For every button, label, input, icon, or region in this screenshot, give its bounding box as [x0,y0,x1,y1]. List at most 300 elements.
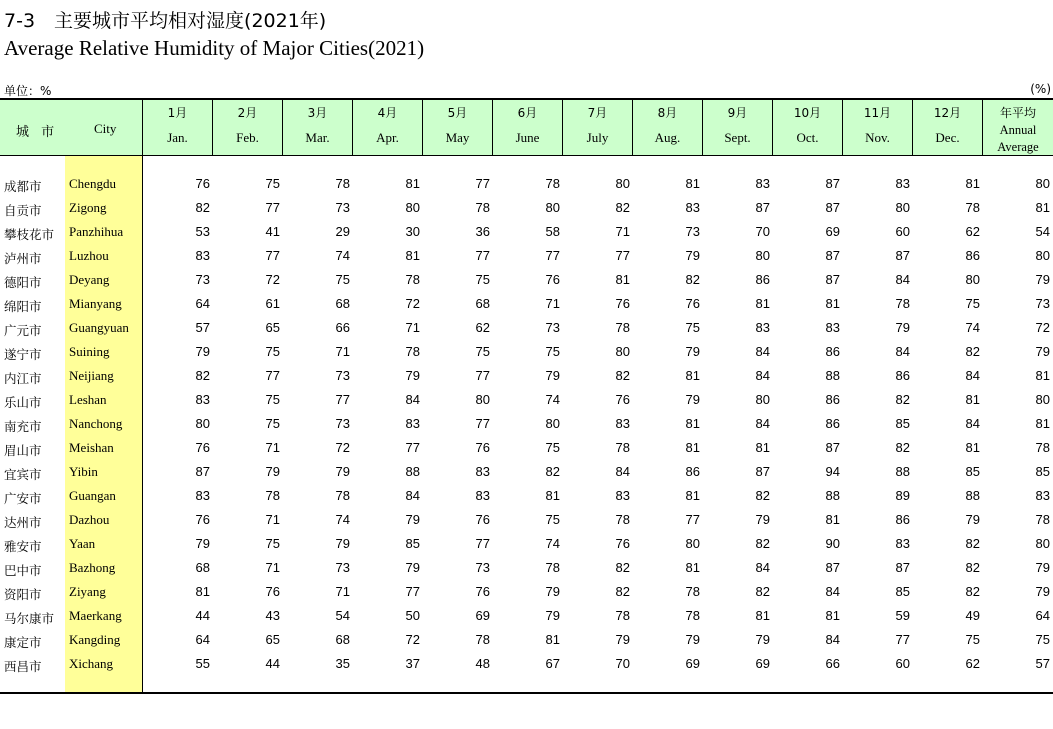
table-row [0,293,1053,317]
humidity-value: 83 [895,176,910,191]
table-row [0,413,1053,437]
humidity-value: 64 [195,296,210,311]
humidity-value: 74 [335,512,350,527]
humidity-value: 71 [265,560,280,575]
humidity-value: 84 [895,344,910,359]
humidity-value: 72 [265,272,280,287]
humidity-value: 76 [265,584,280,599]
humidity-value: 86 [965,248,980,263]
humidity-value: 81 [755,296,770,311]
month-header [702,100,772,155]
table-row [0,317,1053,341]
month-header-en: Aug. [654,130,681,145]
city-header-en: City [94,121,117,136]
humidity-value: 82 [895,392,910,407]
month-header-cn: 6月 [517,106,538,120]
humidity-value: 71 [615,224,630,239]
month-header-en: Mar. [305,130,330,145]
humidity-value: 54 [335,608,350,623]
humidity-value: 79 [195,344,210,359]
humidity-value: 87 [825,440,840,455]
annual-average-header [982,100,1053,155]
humidity-value: 75 [475,344,490,359]
page-title-en: Average Relative Humidity of Major Cities(2021) [4,36,425,60]
humidity-value: 77 [405,440,420,455]
humidity-value: 81 [965,392,980,407]
humidity-value: 80 [895,200,910,215]
humidity-value: 87 [825,560,840,575]
humidity-value: 44 [195,608,210,623]
annual-average-value: 79 [1035,584,1050,599]
annual-average-value: 81 [1035,200,1050,215]
table-body [0,173,1053,677]
city-name-en: Guangyuan [69,320,129,335]
humidity-value: 81 [545,632,560,647]
month-header-cn: 2月 [237,106,258,120]
humidity-value: 80 [755,248,770,263]
annual-average-header-en [983,122,1053,156]
humidity-value: 74 [965,320,980,335]
humidity-value: 79 [545,608,560,623]
month-header [562,100,632,155]
humidity-value: 61 [265,296,280,311]
humidity-value: 80 [195,416,210,431]
table-row [0,581,1053,605]
humidity-value: 81 [685,560,700,575]
city-name-cn: 攀枝花市 [4,227,55,242]
humidity-value: 85 [895,584,910,599]
humidity-value: 70 [755,224,770,239]
humidity-value: 77 [265,248,280,263]
month-header [422,100,492,155]
humidity-value: 30 [405,224,420,239]
humidity-value: 74 [335,248,350,263]
humidity-value: 84 [755,560,770,575]
month-header-en: Feb. [236,130,259,145]
humidity-value: 85 [895,416,910,431]
city-name-en: Kangding [69,632,121,647]
humidity-value: 81 [405,176,420,191]
humidity-value: 79 [405,560,420,575]
humidity-value: 81 [965,440,980,455]
humidity-value: 77 [475,416,490,431]
city-name-cn: 广元市 [4,323,42,338]
humidity-value: 86 [825,392,840,407]
humidity-value: 75 [475,272,490,287]
humidity-value: 57 [195,320,210,335]
table-bottom-rule [0,692,1053,694]
humidity-value: 82 [965,536,980,551]
humidity-value: 87 [895,560,910,575]
humidity-value: 83 [195,248,210,263]
city-name-cn: 绵阳市 [4,299,42,314]
humidity-value: 82 [545,464,560,479]
humidity-value: 81 [405,248,420,263]
month-header-en: July [586,130,609,145]
humidity-value: 81 [685,416,700,431]
humidity-value: 77 [615,248,630,263]
humidity-value: 81 [195,584,210,599]
humidity-value: 76 [475,512,490,527]
city-name-cn: 乐山市 [4,395,42,410]
humidity-value: 87 [825,272,840,287]
humidity-value: 71 [545,296,560,311]
humidity-value: 82 [755,584,770,599]
month-header-cn: 11月 [863,106,892,120]
month-header-en: June [515,130,540,145]
table-row [0,533,1053,557]
humidity-value: 79 [685,392,700,407]
month-header [212,100,282,155]
humidity-value: 53 [195,224,210,239]
city-name-cn: 马尔康市 [4,611,55,626]
table-row [0,245,1053,269]
humidity-value: 79 [965,512,980,527]
table-row [0,557,1053,581]
humidity-value: 82 [615,368,630,383]
humidity-value: 83 [615,488,630,503]
humidity-value: 87 [195,464,210,479]
humidity-value: 49 [965,608,980,623]
humidity-value: 76 [195,512,210,527]
city-name-cn: 成都市 [4,179,42,194]
humidity-value: 84 [755,344,770,359]
month-header-cn: 5月 [447,106,468,120]
humidity-value: 75 [265,176,280,191]
city-name-cn: 西昌市 [4,659,42,674]
humidity-value: 77 [895,632,910,647]
humidity-value: 72 [405,632,420,647]
humidity-value: 77 [405,584,420,599]
humidity-value: 79 [755,632,770,647]
humidity-value: 77 [475,368,490,383]
humidity-value: 79 [335,536,350,551]
humidity-value: 87 [895,248,910,263]
humidity-value: 35 [335,656,350,671]
humidity-value: 86 [895,512,910,527]
humidity-value: 77 [475,536,490,551]
table-row [0,389,1053,413]
humidity-value: 79 [405,512,420,527]
humidity-value: 81 [685,488,700,503]
month-header [842,100,912,155]
humidity-value: 82 [195,200,210,215]
city-name-en: Ziyang [69,584,106,599]
humidity-value: 75 [545,512,560,527]
humidity-value: 74 [545,392,560,407]
city-name-cn: 内江市 [4,371,42,386]
humidity-value: 86 [685,464,700,479]
month-header [492,100,562,155]
humidity-value: 78 [335,488,350,503]
humidity-value: 73 [335,416,350,431]
humidity-value: 78 [615,608,630,623]
humidity-value: 73 [195,272,210,287]
city-name-cn: 遂宁市 [4,347,42,362]
humidity-value: 72 [335,440,350,455]
humidity-value: 69 [825,224,840,239]
humidity-value: 79 [755,512,770,527]
humidity-value: 78 [615,320,630,335]
humidity-value: 81 [685,440,700,455]
annual-average-value: 83 [1035,488,1050,503]
city-name-en: Maerkang [69,608,122,623]
humidity-value: 82 [615,560,630,575]
humidity-value: 82 [615,200,630,215]
city-name-en: Zigong [69,200,107,215]
city-name-en: Guangan [69,488,116,503]
month-header-en: May [445,130,470,145]
humidity-value: 80 [475,392,490,407]
month-header [352,100,422,155]
month-header [282,100,352,155]
humidity-value: 75 [545,344,560,359]
table-row [0,629,1053,653]
humidity-value: 87 [755,464,770,479]
humidity-value: 79 [895,320,910,335]
humidity-value: 88 [895,464,910,479]
humidity-value: 78 [615,440,630,455]
city-name-cn: 康定市 [4,635,42,650]
month-header-cn: 1月 [167,106,188,120]
humidity-value: 75 [965,632,980,647]
humidity-value: 78 [475,632,490,647]
city-name-en: Neijiang [69,368,114,383]
humidity-value: 83 [755,176,770,191]
humidity-value: 71 [335,584,350,599]
month-header [632,100,702,155]
humidity-value: 71 [405,320,420,335]
humidity-value: 81 [685,176,700,191]
annual-average-header-cn: 年平均 [999,106,1036,120]
humidity-value: 79 [615,632,630,647]
humidity-value: 62 [965,224,980,239]
humidity-value: 88 [825,368,840,383]
humidity-value: 87 [825,176,840,191]
humidity-value: 77 [265,200,280,215]
annual-average-value: 78 [1035,440,1050,455]
humidity-value: 37 [405,656,420,671]
table-row [0,605,1053,629]
humidity-value: 73 [335,368,350,383]
annual-average-value: 85 [1035,464,1050,479]
humidity-value: 79 [685,248,700,263]
month-header-cn: 7月 [587,106,608,120]
humidity-value: 62 [475,320,490,335]
humidity-value: 81 [825,608,840,623]
humidity-value: 76 [195,176,210,191]
humidity-value: 83 [615,416,630,431]
humidity-value: 86 [825,344,840,359]
humidity-value: 84 [965,368,980,383]
humidity-value: 82 [685,272,700,287]
humidity-value: 44 [265,656,280,671]
humidity-value: 73 [475,560,490,575]
humidity-value: 80 [545,200,560,215]
humidity-value: 73 [335,560,350,575]
humidity-value: 73 [545,320,560,335]
humidity-value: 84 [405,392,420,407]
city-name-en: Mianyang [69,296,122,311]
annual-average-value: 79 [1035,344,1050,359]
city-name-en: Leshan [69,392,107,407]
humidity-value: 78 [685,584,700,599]
month-header-en: Oct. [796,130,819,145]
month-header-cn: 10月 [793,106,822,120]
table-row [0,197,1053,221]
humidity-value: 79 [685,344,700,359]
table-row [0,509,1053,533]
table-row [0,173,1053,197]
city-name-cn: 达州市 [4,515,42,530]
annual-average-value: 80 [1035,176,1050,191]
humidity-value: 77 [475,248,490,263]
humidity-value: 75 [265,536,280,551]
humidity-value: 41 [265,224,280,239]
table-row [0,461,1053,485]
humidity-value: 81 [615,272,630,287]
humidity-value: 64 [195,632,210,647]
annual-average-value: 80 [1035,536,1050,551]
humidity-value: 84 [405,488,420,503]
humidity-value: 68 [475,296,490,311]
humidity-value: 76 [195,440,210,455]
city-name-en: Yibin [69,464,98,479]
humidity-value: 69 [685,656,700,671]
month-header-en: Dec. [935,130,960,145]
humidity-value: 83 [825,320,840,335]
humidity-value: 55 [195,656,210,671]
humidity-value: 60 [895,656,910,671]
humidity-value: 68 [195,560,210,575]
humidity-value: 73 [685,224,700,239]
humidity-value: 82 [965,584,980,599]
humidity-value: 78 [335,176,350,191]
annual-average-value: 81 [1035,368,1050,383]
humidity-value: 83 [895,536,910,551]
city-name-en: Deyang [69,272,110,287]
humidity-value: 76 [615,296,630,311]
humidity-value: 86 [895,368,910,383]
humidity-value: 58 [545,224,560,239]
humidity-value: 87 [755,200,770,215]
humidity-value: 88 [405,464,420,479]
humidity-value: 62 [965,656,980,671]
humidity-value: 68 [335,296,350,311]
humidity-value: 78 [405,272,420,287]
humidity-value: 81 [685,368,700,383]
annual-average-value: 72 [1035,320,1050,335]
humidity-value: 82 [965,560,980,575]
annual-average-value: 80 [1035,392,1050,407]
humidity-value: 84 [825,584,840,599]
humidity-value: 80 [405,200,420,215]
annual-average-value: 78 [1035,512,1050,527]
humidity-value: 84 [825,632,840,647]
month-header-en: Jan. [167,130,188,145]
humidity-value: 80 [615,176,630,191]
annual-average-value: 79 [1035,272,1050,287]
humidity-value: 79 [545,368,560,383]
humidity-value: 76 [475,584,490,599]
humidity-value: 88 [965,488,980,503]
month-header-en: Nov. [865,130,890,145]
unit-label-right: (%) [1030,82,1051,96]
humidity-value: 59 [895,608,910,623]
humidity-value: 67 [545,656,560,671]
humidity-value: 68 [335,632,350,647]
city-name-en: Xichang [69,656,114,671]
humidity-value: 84 [895,272,910,287]
humidity-value: 83 [755,320,770,335]
table-row [0,341,1053,365]
city-name-en: Panzhihua [69,224,124,239]
humidity-value: 76 [545,272,560,287]
humidity-value: 85 [405,536,420,551]
humidity-value: 81 [965,176,980,191]
humidity-value: 86 [825,416,840,431]
humidity-value: 82 [195,368,210,383]
annual-average-value: 75 [1035,632,1050,647]
page-title-cn: 7-3 主要城市平均相对湿度(2021年) [4,10,327,32]
month-header [772,100,842,155]
month-header-en: Apr. [376,130,399,145]
humidity-value: 82 [615,584,630,599]
humidity-value: 94 [825,464,840,479]
humidity-value: 85 [965,464,980,479]
humidity-value: 75 [685,320,700,335]
humidity-value: 84 [615,464,630,479]
humidity-value: 48 [475,656,490,671]
humidity-value: 80 [965,272,980,287]
humidity-value: 75 [545,440,560,455]
city-name-en: Yaan [69,536,96,551]
humidity-value: 77 [475,176,490,191]
humidity-value: 36 [475,224,490,239]
humidity-value: 71 [265,512,280,527]
humidity-value: 75 [265,392,280,407]
month-header-cn: 9月 [727,106,748,120]
humidity-value: 74 [545,536,560,551]
humidity-value: 69 [755,656,770,671]
annual-average-value: 79 [1035,560,1050,575]
humidity-value: 79 [265,464,280,479]
month-header-cn: 3月 [307,106,328,120]
humidity-value: 77 [265,368,280,383]
city-name-en: Meishan [69,440,114,455]
humidity-value: 83 [195,392,210,407]
humidity-value: 77 [335,392,350,407]
humidity-value: 79 [405,368,420,383]
humidity-value: 76 [615,392,630,407]
humidity-value: 79 [195,536,210,551]
city-name-cn: 南充市 [4,419,42,434]
humidity-value: 83 [195,488,210,503]
annual-average-value: 64 [1035,608,1050,623]
humidity-value: 83 [475,488,490,503]
humidity-value: 60 [895,224,910,239]
humidity-value: 86 [755,272,770,287]
humidity-value: 84 [755,368,770,383]
city-name-en: Nanchong [69,416,123,431]
city-name-en: Suining [69,344,110,359]
city-name-cn: 广安市 [4,491,42,506]
humidity-value: 76 [475,440,490,455]
humidity-value: 81 [825,296,840,311]
humidity-value: 71 [335,344,350,359]
city-name-cn: 自贡市 [4,203,42,218]
city-name-en: Chengdu [69,176,116,191]
